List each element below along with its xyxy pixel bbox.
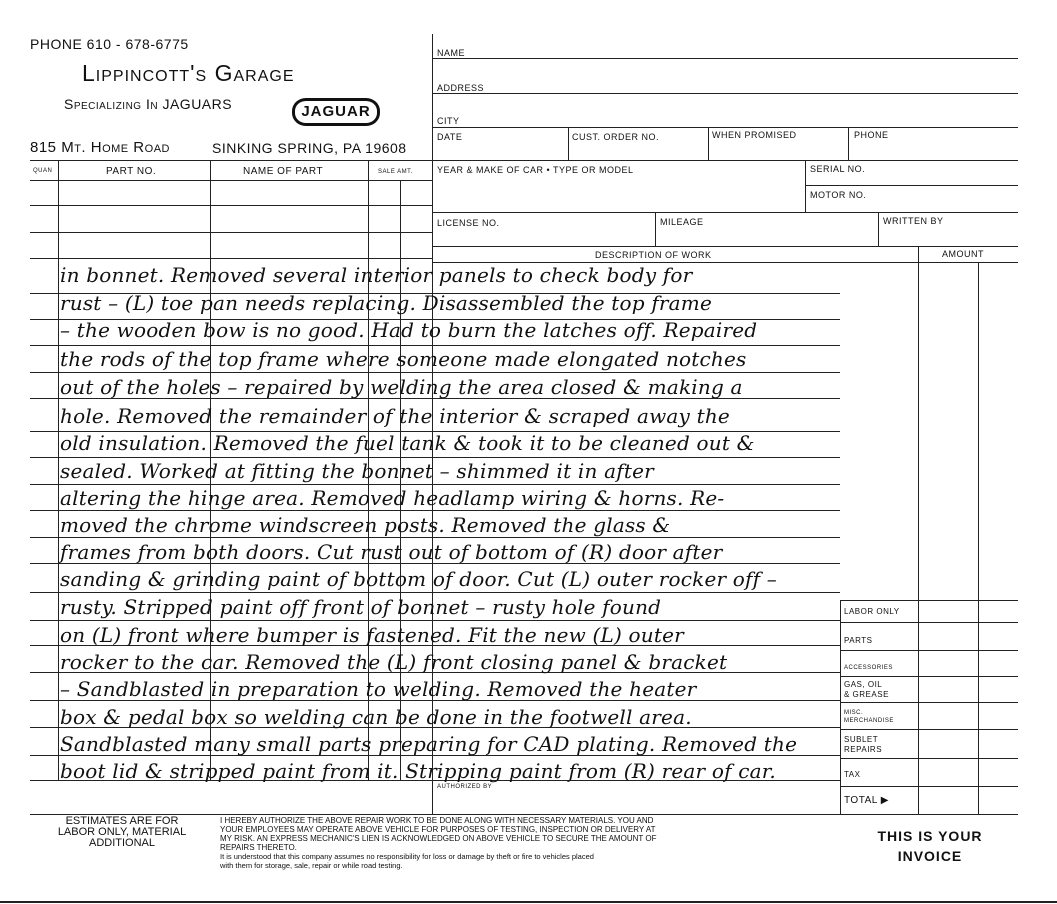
accessories-label: ACCESSORIES	[844, 665, 893, 671]
ruled-line	[30, 484, 840, 485]
col-sale-amt: SALE AMT.	[378, 169, 413, 175]
sublet-line-1: SUBLET	[844, 735, 879, 744]
phone-label: PHONE	[854, 130, 889, 140]
work-line-3: – the wooden bow is no good. Had to burn the latches off. Repaired	[60, 318, 758, 342]
gas-oil-line-2: & GREASE	[844, 689, 889, 699]
labor-only-label: LABOR ONLY	[844, 607, 900, 616]
totals-rule	[840, 676, 1018, 677]
jaguar-logo	[292, 98, 380, 126]
parts-label: PARTS	[844, 636, 873, 645]
gas-oil-label	[844, 680, 889, 699]
work-line-9: altering the hinge area. Removed headlamp wiring & horns. Re-	[60, 486, 725, 510]
authorize-line-3: MY RISK. AN EXPRESS MECHANIC'S LIEN IS ACKNOWLEDGED ON ABOVE VEHICLE TO SECURE THE AMOUNT OF	[220, 834, 657, 843]
ruled-line	[30, 345, 840, 346]
work-line-12: sanding & grinding paint of bottom of door. Cut (L) outer rocker off –	[60, 567, 778, 591]
shop-city: SINKING SPRING, PA 19608	[212, 140, 407, 156]
name-label: NAME	[437, 48, 466, 58]
work-line-18: Sandblasted many small parts preparing for CAD plating. Removed the	[60, 732, 798, 756]
misc-line-1: MISC.	[844, 710, 864, 716]
estimates-note	[32, 816, 212, 849]
ruled-line	[30, 592, 840, 593]
authorize-line-2: YOUR EMPLOYEES MAY OPERATE ABOVE VEHICLE FOR PURPOSES OF TESTING, INSPECTION OR DELIVERY AT	[220, 825, 656, 834]
serial-rule	[805, 185, 1018, 186]
promised-divider	[848, 127, 849, 160]
work-line-17: box & pedal box so welding can be done in the footwell area.	[60, 705, 692, 729]
authorize-line-4: REPAIRS THERETO.	[220, 843, 297, 852]
work-line-15: rocker to the car. Removed the (L) front closing panel & bracket	[60, 650, 728, 674]
year-make-label: YEAR & MAKE OF CAR • TYPE OR MODEL	[437, 165, 634, 175]
motor-no-label: MOTOR NO.	[810, 190, 867, 200]
parts-top-rule	[30, 160, 432, 161]
gas-oil-line-1: GAS, OIL	[844, 680, 883, 689]
tax-label: TAX	[844, 770, 861, 779]
estimates-line-3: ADDITIONAL	[88, 837, 155, 849]
sublet-label	[844, 735, 882, 754]
ruled-line	[30, 620, 840, 621]
totals-rule	[840, 702, 1018, 703]
car-row-rule	[432, 212, 1018, 213]
ruled-line	[30, 232, 432, 233]
date-divider	[568, 127, 569, 160]
misc-line-2: MERCHANDISE	[844, 718, 894, 724]
invoice-notice	[850, 826, 1010, 866]
serial-divider	[805, 160, 806, 212]
ruled-line	[30, 510, 840, 511]
estimates-line-2: LABOR ONLY, MATERIAL	[57, 826, 187, 838]
work-line-14: on (L) front where bumper is fastened. Fit the new (L) outer	[60, 623, 684, 647]
ruled-line	[30, 205, 432, 206]
page-bottom-edge	[0, 901, 1057, 903]
when-promised-label: WHEN PROMISED	[712, 130, 797, 140]
authorize-line-1: I HEREBY AUTHORIZE THE ABOVE REPAIR WORK TO BE DONE ALONG WITH NECESSARY MATERIALS. YOU AND	[220, 816, 654, 825]
work-line-19: boot lid & stripped paint from it. Stripping paint from (R) rear of car.	[60, 759, 776, 783]
estimates-line-1: ESTIMATES ARE FOR	[65, 815, 179, 827]
authorization-text	[220, 816, 840, 870]
totals-rule	[840, 622, 1018, 623]
city-label: CITY	[437, 116, 460, 126]
parts-divider-1	[58, 160, 59, 780]
total-label: TOTAL ▶	[844, 795, 889, 806]
license-row-rule	[432, 246, 1018, 247]
ruled-line	[30, 537, 840, 538]
work-line-11: frames from both doors. Cut rust out of bottom of (R) door after	[60, 540, 723, 564]
description-header: DESCRIPTION OF WORK	[595, 250, 712, 260]
license-divider	[655, 212, 656, 246]
shop-phone: PHONE 610 - 678-6775	[30, 36, 189, 52]
work-line-1: in bonnet. Removed several interior panels to check body for	[60, 263, 693, 287]
sublet-line-2: REPAIRS	[844, 744, 883, 754]
work-line-10: moved the chrome windscreen posts. Removed the glass &	[60, 513, 671, 537]
invoice-line-2: INVOICE	[897, 848, 963, 864]
jaguar-logo-text: JAGUAR	[301, 103, 371, 120]
parts-header-rule	[30, 180, 432, 181]
amount-header: AMOUNT	[942, 249, 984, 259]
address-rule	[432, 93, 1018, 94]
work-line-8: sealed. Worked at fitting the bonnet – shimmed it in after	[60, 459, 654, 483]
written-by-label: WRITTEN BY	[883, 216, 944, 226]
name-rule	[432, 58, 1018, 59]
misc-label	[844, 709, 894, 725]
shop-street: 815 Mt. Home Road	[30, 139, 170, 156]
work-line-16: – Sandblasted in preparation to welding. Removed the heater	[60, 677, 697, 701]
amount-col-mid	[978, 262, 979, 814]
address-label: ADDRESS	[437, 83, 485, 93]
mileage-label: MILEAGE	[660, 217, 704, 227]
totals-rule	[840, 786, 1018, 787]
totals-rule	[840, 729, 1018, 730]
work-line-6: hole. Removed the remainder of the interior & scraped away the	[60, 404, 730, 428]
city-rule	[432, 127, 1018, 128]
work-line-13: rusty. Stripped paint off front of bonnet – rusty hole found	[60, 595, 662, 619]
totals-rule	[840, 758, 1018, 759]
totals-rule	[840, 600, 1018, 601]
labels-col-left	[840, 600, 841, 814]
serial-no-label: SERIAL NO.	[810, 164, 866, 174]
liability-line-2: with them for storage, sale, repair or while road testing.	[220, 861, 403, 870]
license-no-label: LICENSE NO.	[437, 218, 500, 228]
ruled-line	[30, 457, 840, 458]
business-name: Lippincott's Garage	[82, 60, 295, 86]
col-part-no: PART NO.	[106, 166, 157, 177]
liability-line-1: It is understood that this company assumes no responsibility for loss or damage by theft or fire to vehicles placed	[220, 852, 594, 861]
cust-order-label: CUST. ORDER NO.	[572, 132, 660, 142]
invoice-line-1: THIS IS YOUR	[877, 828, 983, 844]
ruled-line	[30, 372, 840, 373]
col-name-of-part: NAME OF PART	[243, 166, 324, 177]
tagline: Specializing In JAGUARS	[64, 96, 233, 112]
authorized-by-label: AUTHORIZED BY	[437, 784, 493, 790]
totals-rule	[840, 650, 1018, 651]
work-line-4: the rods of the top frame where someone made elongated notches	[60, 347, 747, 371]
bottom-rule	[30, 814, 1018, 815]
order-divider	[708, 127, 709, 160]
date-label: DATE	[437, 132, 463, 142]
work-line-5: out of the holes – repaired by welding the area closed & making a	[60, 375, 743, 399]
ruled-line	[30, 258, 432, 259]
work-line-7: old insulation. Removed the fuel tank & took it to be cleaned out &	[60, 431, 755, 455]
work-line-2: rust – (L) toe pan needs replacing. Disassembled the top frame	[60, 291, 713, 315]
col-quan: QUAN	[33, 168, 53, 174]
date-row-rule	[432, 160, 1018, 161]
mileage-divider	[878, 212, 879, 246]
